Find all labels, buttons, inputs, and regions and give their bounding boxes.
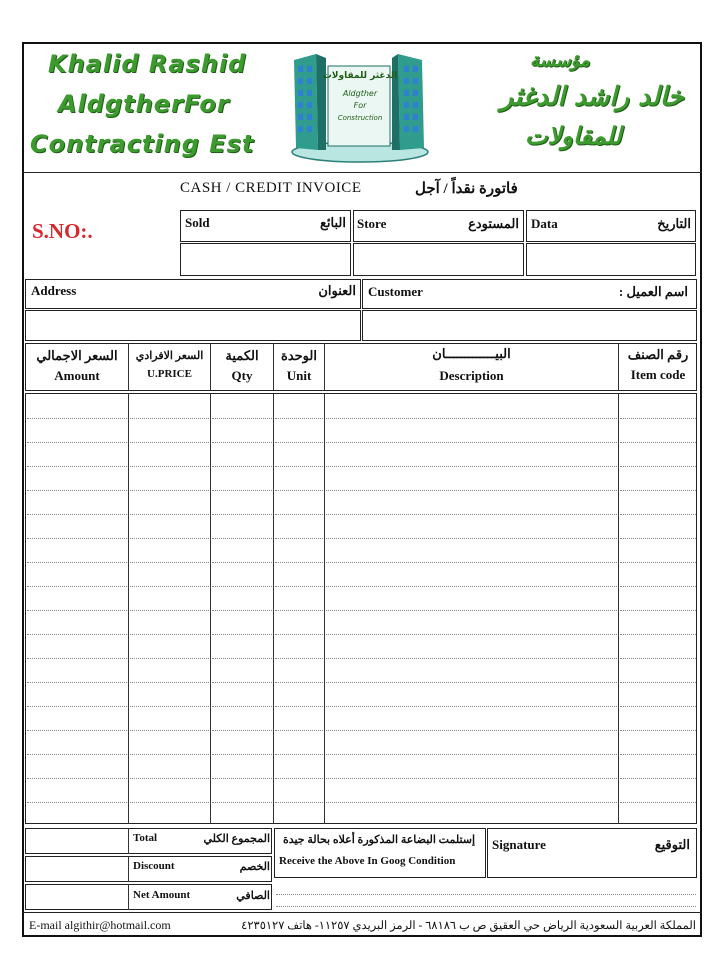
footer-divider [22,912,702,913]
table-row-rule [130,466,209,467]
table-row-rule [620,754,696,755]
table-row-rule [212,466,272,467]
col-description-header [325,346,618,384]
col-amount-en: Amount [54,368,100,383]
table-row-rule [326,418,617,419]
receive-condition-box [274,828,486,878]
table-row-rule [275,730,323,731]
col-uprice-en: U.PRICE [147,368,192,380]
table-row-rule [130,562,209,563]
table-row-rule [130,586,209,587]
table-row-rule [212,754,272,755]
col-uprice-header [129,349,210,380]
discount-label-en: Discount [133,860,175,872]
table-row-rule [620,514,696,515]
table-row-rule [275,514,323,515]
table-row-rule [130,778,209,779]
signature-label-en: Signature [492,837,546,852]
net-amount-label-ar: الصافي [236,890,270,902]
table-row-rule [130,418,209,419]
table-row-rule [326,658,617,659]
table-row-rule [212,538,272,539]
table-row-rule [620,706,696,707]
total-label-ar: المجموع الكلي [203,833,270,845]
table-row-rule [275,586,323,587]
table-row-rule [27,418,127,419]
logo-text-ar: الدغثر للمقاولات [322,71,398,81]
company-name-ar-line3: للمقاولات [525,122,622,150]
address-header-box [25,279,361,309]
table-row-rule [326,466,617,467]
signature-line-2 [276,906,696,907]
table-row-rule [27,802,127,803]
total-label-en: Total [133,832,158,844]
table-row-rule [275,538,323,539]
table-row-rule [326,514,617,515]
items-table-body[interactable] [25,393,697,824]
table-row-rule [130,802,209,803]
date-header-box [526,210,696,242]
header-divider [22,172,702,173]
table-row-rule [275,682,323,683]
table-row-rule [212,562,272,563]
customer-label-ar: اسم العميل : [618,284,688,299]
col-unit-header [274,348,324,384]
serial-number-label: S.NO:. [32,219,93,243]
customer-input[interactable] [362,310,697,341]
table-row-rule [275,466,323,467]
company-name-en-line2: AldgtherFor [58,90,230,118]
table-row-rule [212,658,272,659]
col-uprice-ar: السعر الافرادي [135,350,204,362]
table-row-rule [212,514,272,515]
logo-text-en2: For [353,101,367,110]
table-row-rule [130,682,209,683]
sold-input[interactable] [180,243,351,276]
col-qty-ar: الكمية [225,348,259,363]
table-row-rule [620,682,696,683]
company-name-ar-line2: خالد راشد الدغثر [500,82,684,112]
footer-email: E-mail algithir@hotmail.com [29,918,171,932]
table-row-rule [620,418,696,419]
table-row-rule [130,730,209,731]
col-qty-header [211,348,273,384]
table-row-rule [275,658,323,659]
store-header-box [353,210,524,242]
col-unit-en: Unit [286,368,312,383]
table-row-rule [212,730,272,731]
table-row-rule [130,754,209,755]
net-amount-label-en: Net Amount [133,889,191,901]
table-row-rule [620,802,696,803]
footer-address-ar: المملكة العربية السعودية الرياض حي العقيق ص ب ٦٨١٨٦ - الرمز البريدي ١١٢٥٧- هاتف ٤٢٣٥١٢٧ [241,920,696,932]
date-label-en: Data [531,216,558,231]
receive-text-en: Receive the Above In Goog Condition [279,855,456,867]
table-row-rule [326,802,617,803]
table-row-rule [27,538,127,539]
receive-text-ar: إستلمت البضاعة المذكورة أعلاه بحالة جيدة [282,834,476,846]
table-row-rule [326,634,617,635]
col-itemcode-en: Item code [630,367,686,382]
date-input[interactable] [526,243,696,276]
table-row-rule [27,442,127,443]
customer-header-box [362,279,697,309]
table-row-rule [275,634,323,635]
table-row-rule [275,562,323,563]
table-row-rule [326,730,617,731]
table-row-rule [27,562,127,563]
col-unit-ar: الوحدة [281,348,317,363]
table-row-rule [620,442,696,443]
store-label-ar: المستودع [468,216,519,231]
date-label-ar: التاريخ [657,216,691,231]
store-label-en: Store [357,216,387,231]
store-input[interactable] [353,243,524,276]
table-row-rule [326,610,617,611]
table-row-rule [27,466,127,467]
col-qty-en: Qty [231,368,253,383]
table-row-rule [212,610,272,611]
table-row-rule [130,442,209,443]
table-row-rule [326,778,617,779]
table-row-rule [27,778,127,779]
table-row-rule [212,778,272,779]
signature-line-1 [276,894,696,895]
customer-label-en: Customer [368,284,423,299]
table-row-rule [212,634,272,635]
table-row-rule [620,586,696,587]
table-row-rule [620,562,696,563]
company-name-ar-line1: مؤسسة [530,50,590,71]
table-row-rule [326,706,617,707]
col-amount-header [26,348,128,384]
table-row-rule [620,490,696,491]
logo-text-en3: Construction [337,114,383,122]
table-row-rule [212,706,272,707]
table-row-rule [212,442,272,443]
table-row-rule [620,610,696,611]
table-row-rule [27,658,127,659]
sold-label-en: Sold [185,215,210,230]
table-row-rule [130,490,209,491]
table-row-rule [326,562,617,563]
table-row-rule [27,682,127,683]
table-row-rule [130,658,209,659]
table-row-rule [275,706,323,707]
table-row-rule [130,634,209,635]
col-itemcode-ar: رقم الصنف [627,347,689,362]
company-name-en-line1: Khalid Rashid [48,50,247,78]
invoice-title-en: CASH / CREDIT INVOICE [180,180,362,196]
table-row-rule [275,802,323,803]
signature-label-ar: التوقيع [654,837,690,852]
table-row-rule [275,610,323,611]
table-row-rule [212,418,272,419]
table-row-rule [130,610,209,611]
table-row-rule [27,634,127,635]
table-row-rule [27,586,127,587]
company-logo [288,52,433,164]
table-row-rule [212,682,272,683]
table-row-rule [326,754,617,755]
table-row-rule [27,514,127,515]
table-row-rule [620,538,696,539]
discount-label-ar: الخصم [239,861,270,873]
table-row-rule [326,442,617,443]
table-row-rule [27,610,127,611]
table-row-rule [130,538,209,539]
logo-text-en1: Aldgther [342,89,378,98]
table-row-rule [275,442,323,443]
table-row-rule [326,538,617,539]
col-description-ar: البيـــــــــــــان [432,346,511,361]
table-row-rule [326,490,617,491]
table-row-rule [620,658,696,659]
table-row-rule [275,490,323,491]
table-row-rule [130,514,209,515]
table-row-rule [212,586,272,587]
col-itemcode-header [619,347,697,383]
col-amount-ar: السعر الاجمالي [36,348,118,363]
table-row-rule [620,730,696,731]
table-row-rule [326,586,617,587]
table-row-rule [212,802,272,803]
table-row-rule [27,706,127,707]
address-label-ar: العنوان [318,283,356,298]
table-row-rule [130,706,209,707]
table-row-rule [27,730,127,731]
signature-box[interactable] [487,828,697,878]
table-row-rule [27,490,127,491]
table-row-rule [275,418,323,419]
col-description-en: Description [439,368,504,383]
table-row-rule [275,778,323,779]
sold-label-ar: البائع [320,215,346,230]
table-row-rule [27,754,127,755]
table-row-rule [620,778,696,779]
company-name-en-line3: Contracting Est [30,130,255,158]
invoice-title-ar: فاتورة نقداً / آجل [415,181,518,197]
address-label-en: Address [31,283,77,298]
table-row-rule [620,634,696,635]
table-row-rule [326,682,617,683]
sold-header-box [180,210,351,242]
address-input[interactable] [25,310,361,341]
table-row-rule [212,490,272,491]
table-row-rule [620,466,696,467]
table-row-rule [275,754,323,755]
